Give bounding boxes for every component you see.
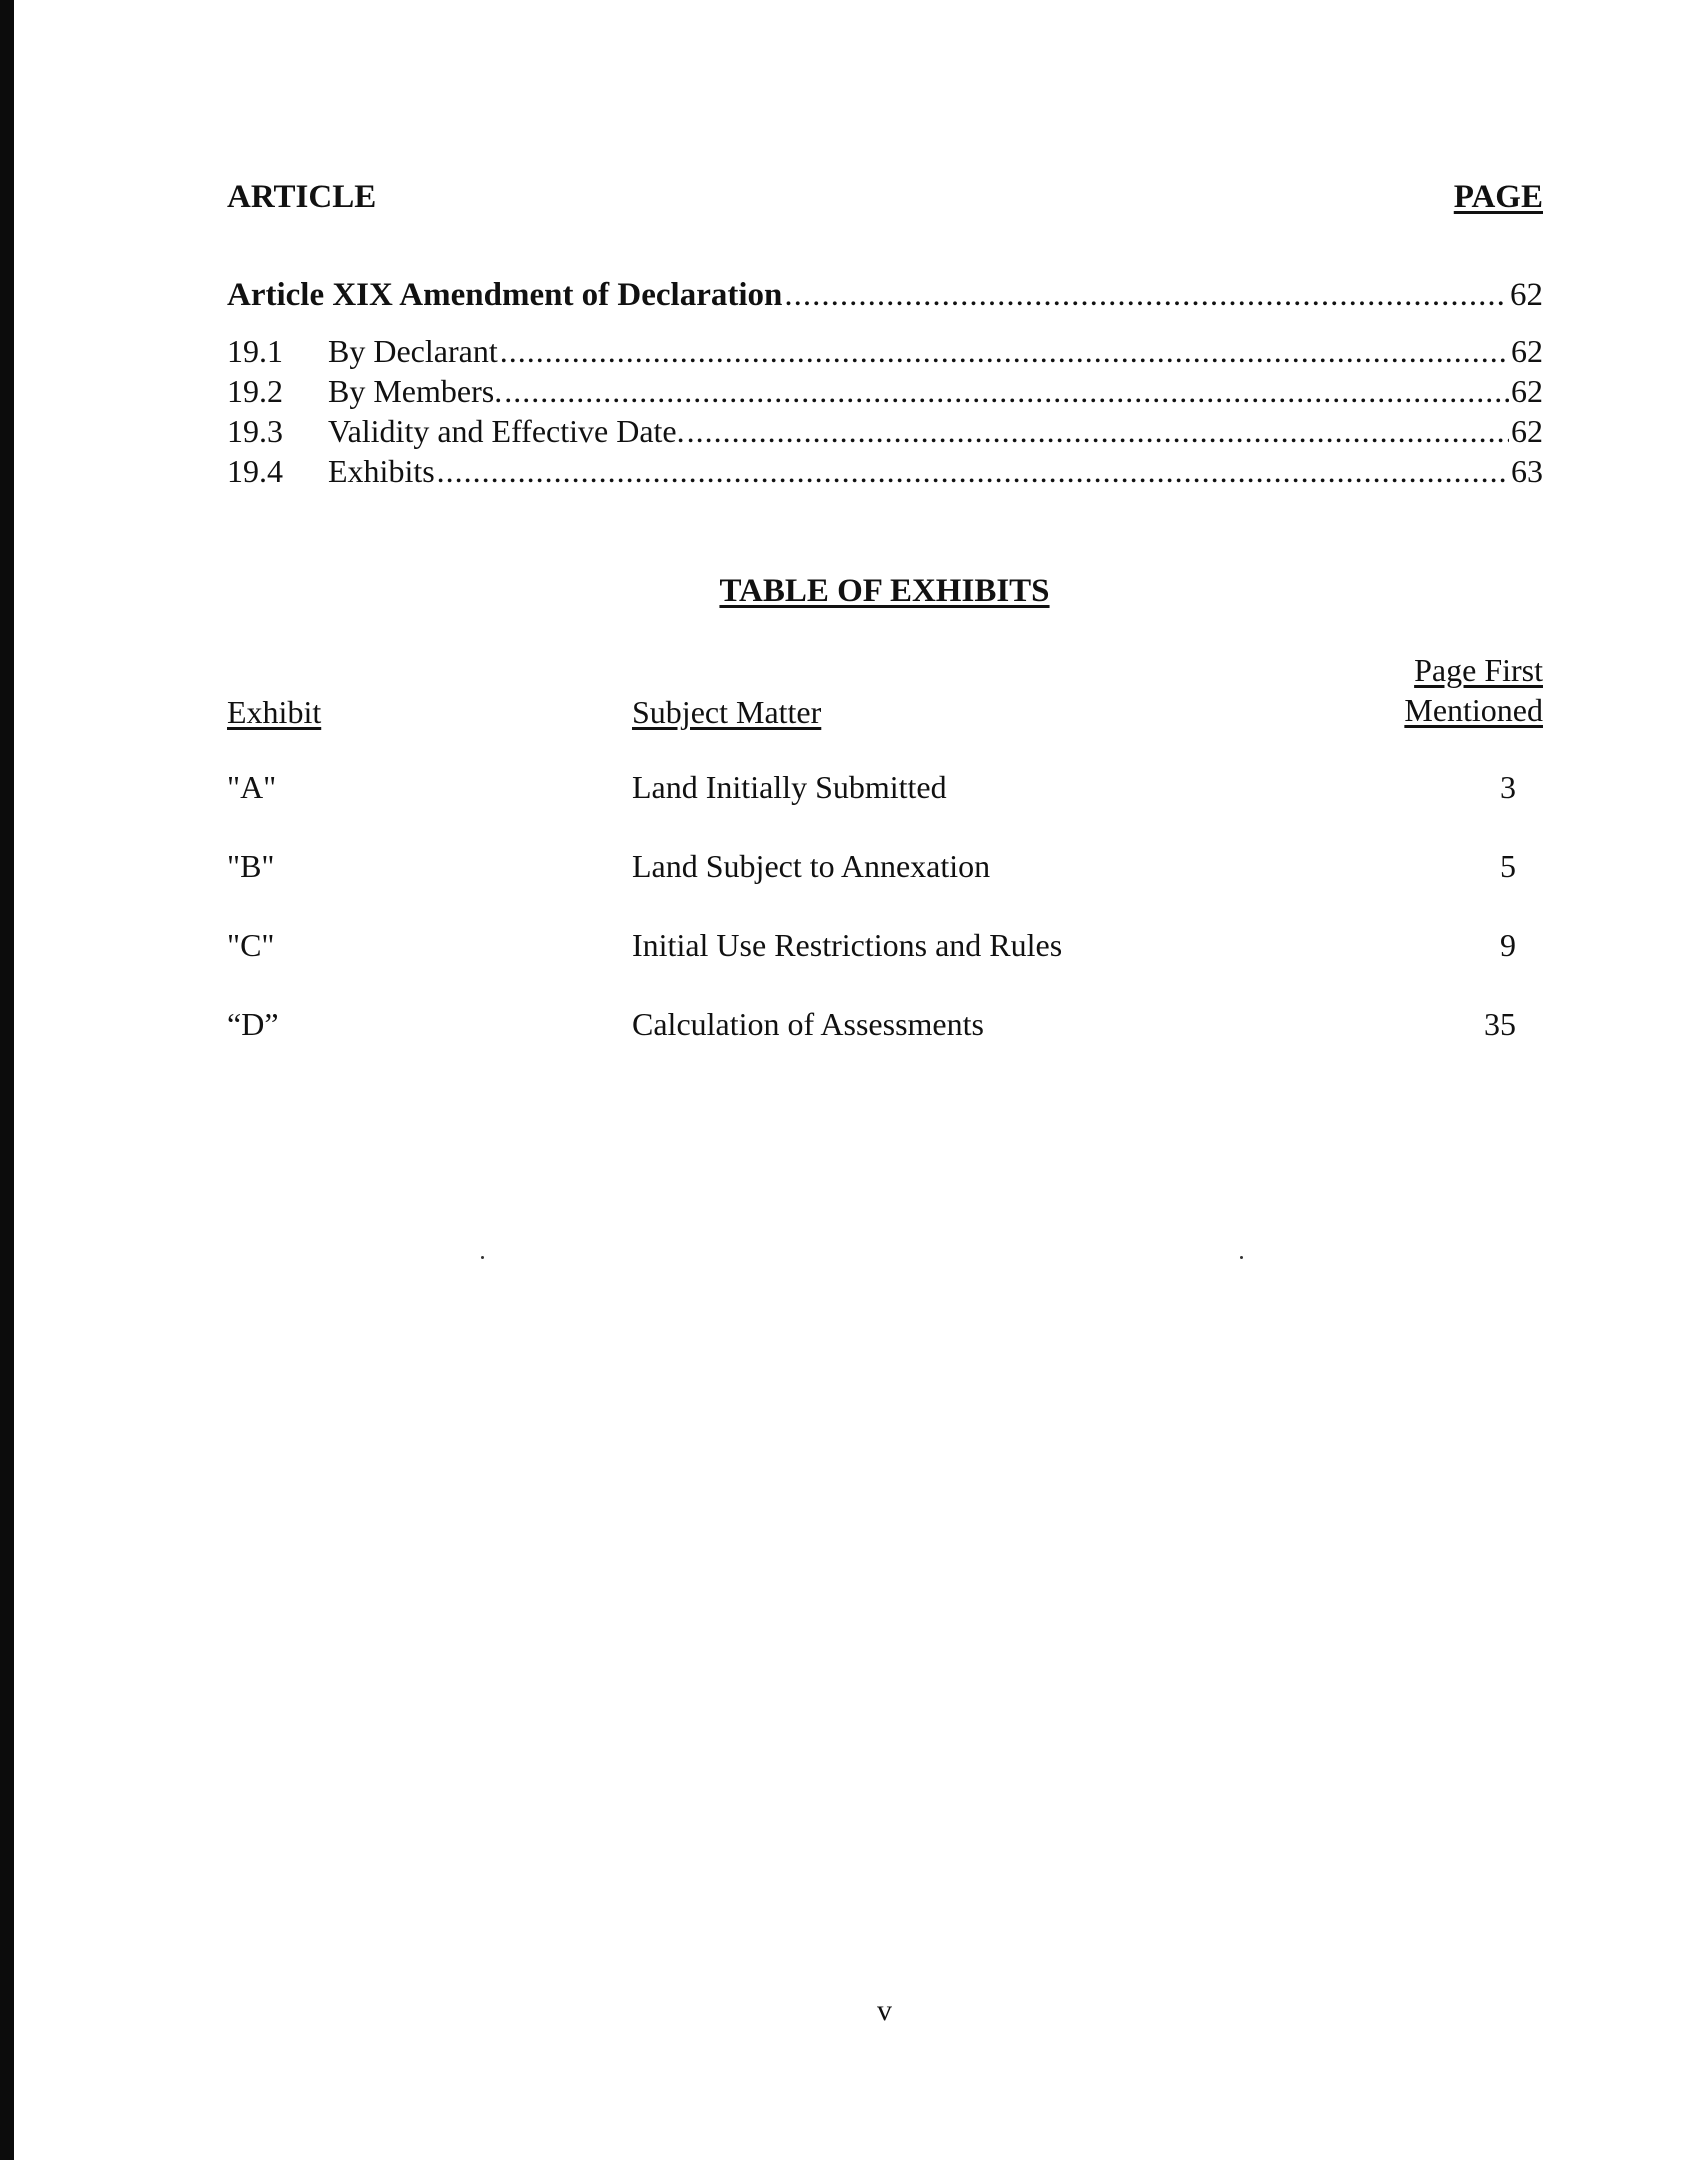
article-column-header: ARTICLE: [227, 179, 377, 215]
toc-article-page: 62: [1510, 277, 1543, 313]
toc-section-title: Exhibits: [328, 453, 435, 489]
toc-leader-dots: [784, 275, 1508, 315]
exhibit-row: [227, 767, 1516, 807]
exhibit-row: [227, 846, 1516, 886]
toc-section-title: By Members.: [328, 373, 503, 409]
toc-section-title: By Declarant: [328, 333, 498, 369]
toc-section-page: 63: [1511, 453, 1543, 489]
scan-speck: [1240, 1256, 1243, 1259]
toc-section-number: 19.4: [227, 453, 283, 489]
exhibit-column-header: Exhibit: [227, 694, 322, 730]
toc-article-row: [227, 275, 1543, 315]
toc-section-row: [227, 371, 1543, 411]
toc-leader-dots: [500, 331, 1509, 371]
scan-speck: [481, 1256, 484, 1259]
exhibit-page: 5: [1500, 848, 1516, 884]
exhibit-page: 3: [1500, 769, 1516, 805]
exhibit-row: [227, 1004, 1516, 1044]
exhibit-page: 35: [1484, 1006, 1516, 1042]
toc-section-row: [227, 411, 1543, 451]
toc-section-number: 19.3: [227, 413, 283, 449]
exhibit-subject: Initial Use Restrictions and Rules: [632, 927, 1063, 963]
exhibit-page: 9: [1500, 927, 1516, 963]
exhibit-label: "B": [227, 848, 275, 884]
exhibits-table-title: TABLE OF EXHIBITS: [719, 573, 1050, 609]
toc-section-page: 62: [1511, 413, 1543, 449]
exhibit-subject: Calculation of Assessments: [632, 1006, 984, 1042]
exhibit-label: "A": [227, 769, 277, 805]
toc-leader-dots: [437, 451, 1509, 491]
toc-section-row: [227, 331, 1543, 371]
toc-leader-dots: [687, 411, 1509, 451]
toc-section-title: Validity and Effective Date.: [328, 413, 685, 449]
exhibit-label: "C": [227, 927, 275, 963]
subject-column-header: Subject Matter: [632, 694, 822, 730]
page-number: v: [877, 1994, 892, 2027]
toc-section-page: 62: [1511, 373, 1543, 409]
toc-section-number: 19.1: [227, 333, 283, 369]
exhibit-subject: Land Subject to Annexation: [632, 848, 991, 884]
page-column-header: PAGE: [1453, 179, 1543, 215]
toc-section-page: 62: [1511, 333, 1543, 369]
toc-leader-dots: [504, 371, 1509, 411]
mentioned-header-line: Mentioned: [1404, 692, 1543, 728]
page-first-mentioned-column-header: [1404, 650, 1543, 730]
page-first-header-line: Page First: [1414, 652, 1543, 688]
exhibit-subject: Land Initially Submitted: [632, 769, 947, 805]
toc-article-title: Article XIX Amendment of Declaration: [227, 277, 783, 313]
toc-section-number: 19.2: [227, 373, 283, 409]
exhibit-row: [227, 925, 1516, 965]
toc-section-row: [227, 451, 1543, 491]
exhibit-label: “D”: [227, 1006, 279, 1042]
